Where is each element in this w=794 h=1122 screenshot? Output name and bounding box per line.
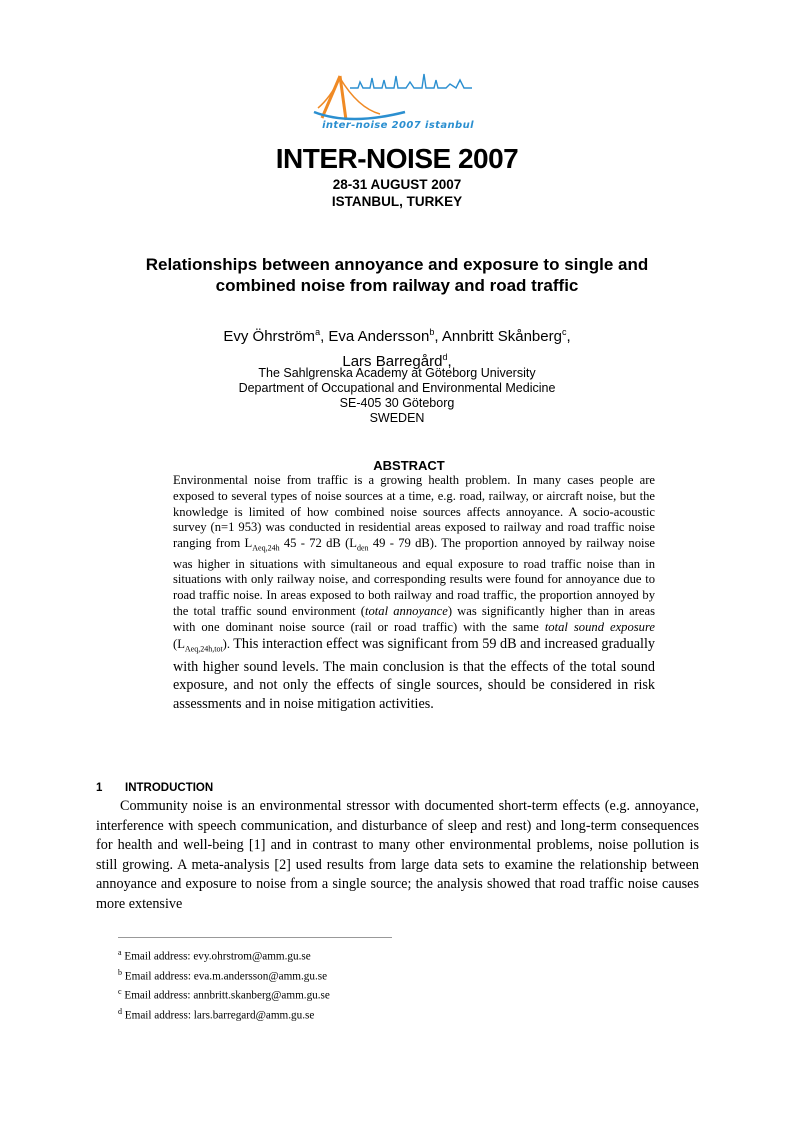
author-mark: d xyxy=(442,352,448,362)
conference-place: ISTANBUL, TURKEY xyxy=(331,194,463,209)
section-heading xyxy=(96,782,696,794)
affiliation-line: The Sahlgrenska Academy at Göteborg University xyxy=(258,366,536,380)
abstract-body: Environmental noise from traffic is a growing health problem. In many cases people are exposed to several types of noise sources at a time, e.g. road, railway, or aircraft noise, but the knowledge is limited of how combined noise sources affects annoyance. A socio-acoustic survey (n=1 953) was conducted in residential areas exposed to railway and road traffic noise ranging from $L_{Aeq,24h}$ 45 - 72 dB ($L_{den}$ 49 - 79 dB). The proportion annoyed by railway noise was higher in situations with simultaneous and equal exposure to road traffic noise than in situations with only railway noise, and corresponding results were found for annoyance due to road traffic noise. In areas exposed to both railway and road traffic, the proportion annoyed by the total traffic sound environment (total annoyance) was significantly higher than in areas with one dominant noise source (rail or road traffic) with the same total sound exposure $(L_{Aeq,24h,tot})$. This interaction effect was significant from 59 dB and increased gradually with higher sound levels. The main conclusion is that the effects of the total sound exposure, and not only the effects of single sources, should be considered in risk assessments and in noise mitigation activities. xyxy=(173,473,655,712)
author-line: Evy Öhrström$^a$, Eva Andersson$^b$, Annbritt Skånberg$^c$, xyxy=(223,327,571,345)
footnote: $^b$ Email address: eva.m.andersson@amm.gu.se xyxy=(118,967,328,983)
paper-title xyxy=(90,254,704,296)
author-mark: c xyxy=(561,327,567,337)
footnote: $^c$ Email address: annbritt.skanberg@amm.gu.se xyxy=(118,987,330,1003)
skyline-icon xyxy=(350,74,472,88)
author-list xyxy=(150,322,644,372)
affiliation-line: SWEDEN xyxy=(369,411,425,425)
affiliation xyxy=(150,366,644,426)
author-name: Eva Andersson xyxy=(328,328,430,345)
section-number: 1 xyxy=(96,782,103,794)
author-mark: b xyxy=(429,327,435,337)
affiliation-line: Department of Occupational and Environmental Medicine xyxy=(238,381,556,395)
footnotes xyxy=(118,945,518,1024)
footnote-divider xyxy=(118,937,392,938)
author-name: Annbritt Skånberg xyxy=(441,328,562,345)
footnote: $^d$ Email address: lars.barregard@amm.gu.se xyxy=(118,1007,315,1022)
section-title: INTRODUCTION xyxy=(125,782,214,794)
logo-text: inter-noise 2007 istanbul xyxy=(322,120,474,131)
introduction-text: Community noise is an environmental stressor with documented short-term effects (e.g. annoyance, interference with speech communication, and disturbance of sleep and rest) and long-term consequences for health and well-being [1] and in contrast to many other environmental problems, noise pollution is still growing. A meta-analysis [2] used results from large data sets to examine the relationship between annoyance and exposure to noise from a single source; the analysis showed that road traffic noise causes more extensive xyxy=(96,798,699,912)
abstract-heading: ABSTRACT xyxy=(373,458,445,473)
paper-title-line: combined noise from railway and road traffic xyxy=(215,276,579,295)
conference-title: INTER-NOISE 2007 xyxy=(275,143,519,174)
paper-title-line: Relationships between annoyance and exposure to single and xyxy=(145,255,649,274)
author-name: Lars Barregård xyxy=(342,353,443,370)
author-line: Lars Barregård$^d$, xyxy=(342,352,452,370)
author-name: Evy Öhrström xyxy=(223,328,316,345)
conference-date: 28-31 AUGUST 2007 xyxy=(332,177,462,192)
author-mark: a xyxy=(315,327,321,337)
footnote: $^a$ Email address: evy.ohrstrom@amm.gu.se xyxy=(118,948,311,963)
affiliation-line: SE-405 30 Göteborg xyxy=(339,396,455,410)
